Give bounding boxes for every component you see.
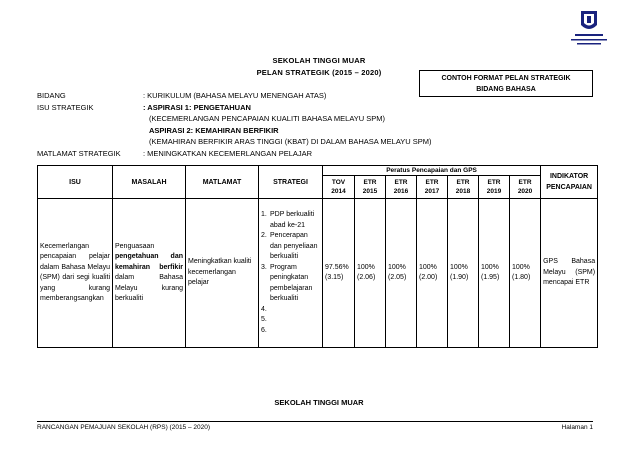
value-pct: 100% — [419, 263, 437, 271]
year-label-top: ETR — [456, 179, 470, 186]
list-item: 2. Pencerapan dan penyeliaan berkualiti — [261, 232, 318, 260]
value-gps: (1.90) — [450, 274, 469, 281]
year-label-bottom: 2014 — [331, 188, 346, 195]
cell-value-2019 — [479, 199, 510, 348]
aspirasi-1: : ASPIRASI 1: PENGETAHUAN — [143, 102, 251, 112]
list-item: 1. PDP berkualiti abad ke-21 — [261, 211, 315, 229]
header-isu: ISU — [38, 166, 113, 199]
value-gps: (3.15) — [325, 274, 344, 281]
header-peratus: Peratus Pencapaian dan GPS — [323, 166, 541, 176]
cell-matlamat: Meningkatkan kualiti kecemerlangan pelajar — [186, 199, 259, 348]
value-pct: 100% — [512, 263, 530, 271]
cell-value-2020 — [510, 199, 541, 348]
aspirasi-1-desc: (KECEMERLANGAN PENCAPAIAN KUALITI BAHASA MELAYU SPM) — [149, 114, 386, 123]
bottom-school-title: SEKOLAH TINGGI MUAR — [274, 398, 364, 407]
header-year-etr-2016 — [386, 176, 417, 199]
aspirasi-2-desc: (KEMAHIRAN BERFIKIR ARAS TINGGI (KBAT) DI DALAM BAHASA MELAYU SPM) — [149, 137, 432, 146]
year-label-top: ETR — [394, 179, 408, 186]
footer-document-name: RANCANGAN PEMAJUAN SEKOLAH (RPS) (2015 – 2020) — [37, 424, 211, 431]
value-pct: 100% — [481, 263, 499, 271]
matlamat-strategik-value: : MENINGKATKAN KECEMERLANGAN PELAJAR — [143, 148, 313, 158]
matlamat-strategik-label: MATLAMAT STRATEGIK — [37, 148, 121, 158]
strategi-list — [261, 210, 320, 336]
year-label-top: ETR — [518, 179, 532, 186]
cell-indikator: GPS Bahasa Melayu (SPM) mencapai ETR — [541, 199, 598, 348]
bidang-value: : KURIKULUM (BAHASA MELAYU MENENGAH ATAS) — [143, 91, 327, 100]
value-pct: 100% — [450, 263, 468, 271]
page-title: SEKOLAH TINGGI MUAR — [272, 56, 366, 65]
year-label-bottom: 2016 — [393, 188, 409, 195]
year-label-bottom: 2015 — [362, 188, 378, 195]
cell-masalah — [113, 199, 186, 348]
footer-divider — [37, 421, 593, 422]
footer-page-number: Halaman 1 — [561, 424, 593, 431]
value-gps: (1.80) — [512, 274, 531, 281]
cell-value-2017 — [417, 199, 448, 348]
value-gps: (1.95) — [481, 274, 500, 281]
value-pct: 97.56% — [325, 263, 349, 271]
aspirasi-2: ASPIRASI 2: KEMAHIRAN BERFIKIR — [149, 125, 279, 135]
page-subtitle: PELAN STRATEGIK (2015 – 2020) — [256, 68, 382, 77]
year-label-bottom: 2020 — [517, 188, 533, 195]
cell-isu: Kecemerlangan pencapaian pelajar dalam Bahasa Melayu (SPM) dari segi kualiti yang kurang memberangsangkan — [38, 199, 113, 348]
year-label-bottom: 2018 — [455, 188, 471, 195]
strategic-plan-table — [37, 165, 598, 348]
cell-value-2015 — [355, 199, 386, 348]
bidang-label: BIDANG — [37, 91, 66, 100]
list-item: 4. — [261, 305, 267, 313]
cell-value-2018 — [448, 199, 479, 348]
header-indikator-line1: INDIKATOR — [549, 173, 589, 180]
header-masalah: MASALAH — [113, 166, 186, 199]
header-year-etr-2019 — [479, 176, 510, 199]
header-indikator-line2: PENCAPAIAN — [546, 184, 592, 191]
format-label-line2: BIDANG BAHASA — [476, 86, 536, 93]
year-label-bottom: 2019 — [486, 188, 502, 195]
value-gps: (2.05) — [388, 274, 407, 281]
header-year-etr-2017 — [417, 176, 448, 199]
school-crest-logo — [567, 8, 611, 48]
header-year-etr-2015 — [355, 176, 386, 199]
list-item: 6. — [261, 326, 267, 334]
cell-value-2016 — [386, 199, 417, 348]
header-year-tov-2014 — [323, 176, 355, 199]
format-label-box — [419, 70, 593, 97]
cell-strategi — [259, 199, 323, 348]
header-strategi: STRATEGI — [259, 166, 323, 199]
format-label-line1: CONTOH FORMAT PELAN STRATEGIK — [441, 75, 571, 82]
header-year-etr-2020 — [510, 176, 541, 199]
value-gps: (2.00) — [419, 274, 438, 281]
year-label-top: TOV — [331, 179, 346, 186]
masalah-part3: dalam Bahasa Melayu kurang berkualiti — [115, 274, 183, 302]
year-label-top: ETR — [363, 179, 377, 186]
table-row — [38, 199, 598, 348]
isu-strategik-label: ISU STRATEGIK — [37, 102, 94, 112]
header-year-etr-2018 — [448, 176, 479, 199]
year-label-bottom: 2017 — [424, 188, 440, 195]
cell-value-2014 — [323, 199, 355, 348]
header-matlamat: MATLAMAT — [186, 166, 259, 199]
masalah-part1: Penguasaan — [115, 242, 155, 250]
year-label-top: ETR — [487, 179, 501, 186]
list-item: 5. — [261, 316, 267, 323]
value-pct: 100% — [388, 263, 406, 271]
year-label-top: ETR — [425, 179, 439, 186]
masalah-part2: pengetahuan dan kemahiran berfikir — [115, 253, 183, 271]
value-gps: (2.06) — [357, 274, 376, 281]
list-item: 3. Program peningkatan pembelajaran berkualiti — [261, 263, 313, 302]
header-indikator — [541, 166, 598, 199]
value-pct: 100% — [357, 263, 375, 271]
